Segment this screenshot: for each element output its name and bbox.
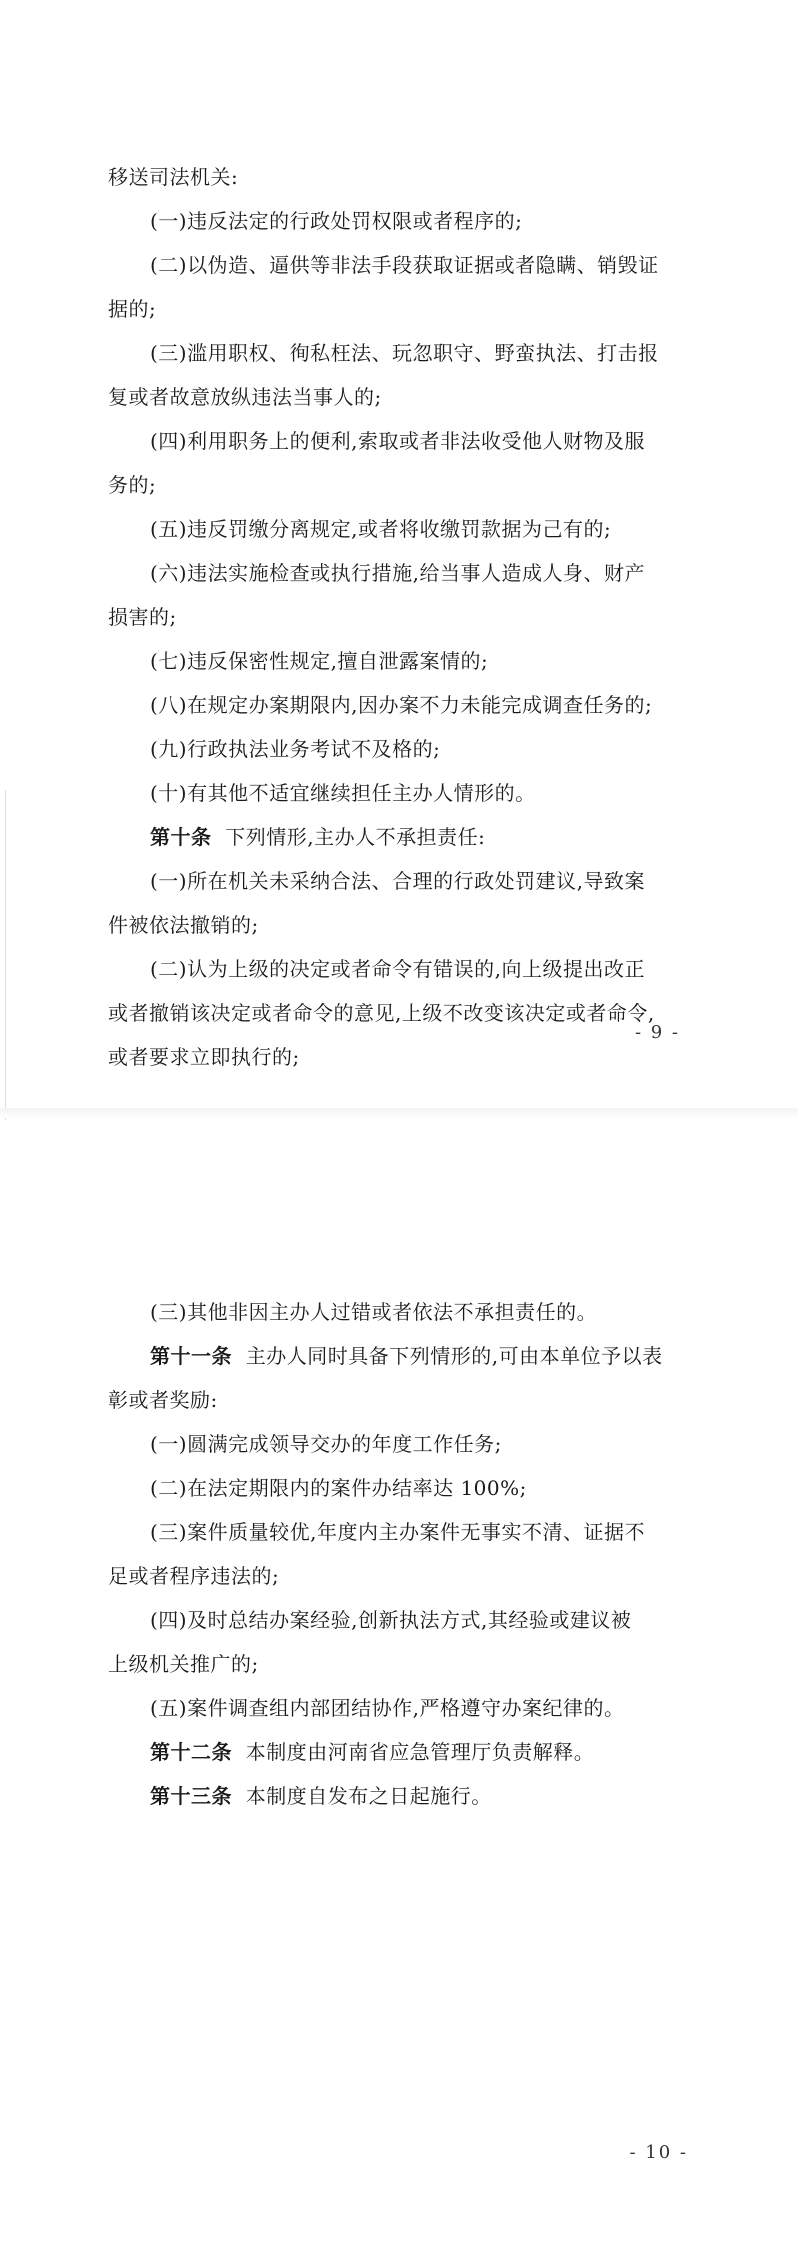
page-10-body	[108, 1290, 683, 1818]
list-item: (四)及时总结办案经验,创新执法方式,其经验或建议被	[150, 1608, 632, 1632]
list-item: (十)有其他不适宜继续担任主办人情形的。	[150, 781, 536, 805]
article-10-text: 下列情形,主办人不承担责任:	[225, 825, 486, 849]
text-line: 或者撤销该决定或者命令的意见,上级不改变该决定或者命令,	[108, 1001, 655, 1025]
text-line: 务的;	[108, 473, 157, 497]
document-page-9	[0, 0, 798, 1120]
page-9-body	[108, 155, 683, 1079]
list-item: (五)违反罚缴分离规定,或者将收缴罚款据为己有的;	[150, 517, 612, 541]
text-line: 移送司法机关:	[108, 165, 239, 189]
text-line: 足或者程序违法的;	[108, 1564, 280, 1588]
list-item: (七)违反保密性规定,擅自泄露案情的;	[150, 649, 489, 673]
text-line: 据的;	[108, 297, 157, 321]
list-item: (三)案件质量较优,年度内主办案件无事实不清、证据不	[150, 1520, 645, 1544]
list-item: (五)案件调查组内部团结协作,严格遵守办案纪律的。	[150, 1696, 625, 1720]
text-line: 损害的;	[108, 605, 177, 629]
text-line: 彰或者奖励:	[108, 1388, 218, 1412]
list-item: (三)其他非因主办人过错或者依法不承担责任的。	[150, 1300, 598, 1324]
page-separator	[0, 1108, 798, 1118]
text-line: 或者要求立即执行的;	[108, 1045, 300, 1069]
article-11	[108, 1334, 683, 1378]
list-item: (九)行政执法业务考试不及格的;	[150, 737, 441, 761]
list-item: (一)所在机关未采纳合法、合理的行政处罚建议,导致案	[150, 869, 645, 893]
list-item: (二)以伪造、逼供等非法手段获取证据或者隐瞒、销毁证	[150, 253, 659, 277]
article-11-label: 第十一条	[150, 1344, 232, 1368]
scan-edge-line	[5, 790, 6, 1120]
article-11-text: 主办人同时具备下列情形的,可由本单位予以表	[245, 1344, 663, 1368]
page-number: - 9 -	[634, 1022, 680, 1043]
article-10-label: 第十条	[150, 825, 212, 849]
list-item: (一)圆满完成领导交办的年度工作任务;	[150, 1432, 502, 1456]
article-12-text: 本制度由河南省应急管理厅负责解释。	[245, 1740, 595, 1764]
list-item: (三)滥用职权、徇私枉法、玩忽职守、野蛮执法、打击报	[150, 341, 659, 365]
list-item: (二)认为上级的决定或者命令有错误的,向上级提出改正	[150, 957, 645, 981]
list-item: (四)利用职务上的便利,索取或者非法收受他人财物及服	[150, 429, 645, 453]
article-10	[108, 815, 683, 859]
document-page-10	[0, 1120, 798, 2252]
article-12-label: 第十二条	[150, 1740, 232, 1764]
text-line: 复或者故意放纵违法当事人的;	[108, 385, 382, 409]
list-item: (八)在规定办案期限内,因办案不力未能完成调查任务的;	[150, 693, 653, 717]
article-13	[108, 1774, 683, 1818]
article-12	[108, 1730, 683, 1774]
list-item: (六)违法实施检查或执行措施,给当事人造成人身、财产	[150, 561, 645, 585]
text-line: 件被依法撤销的;	[108, 913, 259, 937]
list-item: (二)在法定期限内的案件办结率达 100%;	[150, 1476, 527, 1500]
article-13-text: 本制度自发布之日起施行。	[245, 1784, 492, 1808]
article-13-label: 第十三条	[150, 1784, 232, 1808]
list-item: (一)违反法定的行政处罚权限或者程序的;	[150, 209, 523, 233]
text-line: 上级机关推广的;	[108, 1652, 259, 1676]
page-number: - 10 -	[629, 2142, 688, 2163]
